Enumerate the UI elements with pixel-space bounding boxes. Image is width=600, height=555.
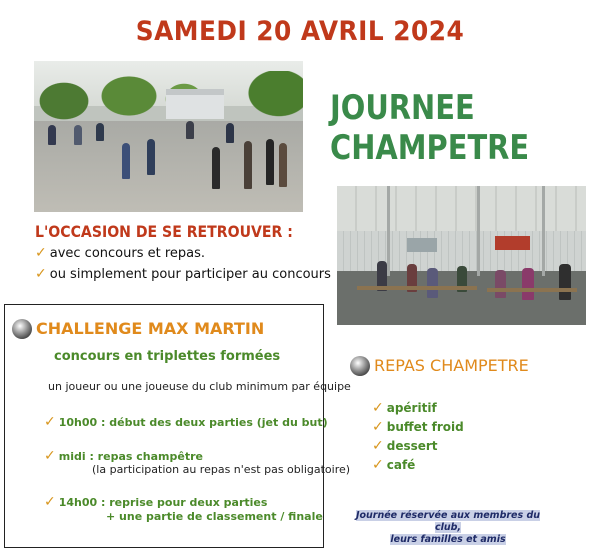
occasion-item-text: avec concours et repas. <box>49 246 206 261</box>
members-only-note <box>348 510 548 546</box>
petanque-ball-icon <box>12 319 32 339</box>
repas-title-text: REPAS CHAMPETRE <box>374 356 529 375</box>
menu-item <box>372 400 437 416</box>
members-only-line1: Journée réservée aux membres du club, <box>355 510 541 533</box>
checkmark-icon: ✓ <box>372 457 384 473</box>
occasion-title: L'OCCASION DE SE RETROUVER : <box>35 222 293 241</box>
menu-item <box>372 457 415 473</box>
menu-item-text: dessert <box>386 439 438 453</box>
occasion-item <box>35 266 331 282</box>
schedule-time: midi <box>58 450 86 463</box>
schedule-text: : repas champêtre <box>85 450 203 463</box>
event-heading-line1: JOURNEE <box>330 88 475 128</box>
schedule-time: 10h00 <box>58 416 98 429</box>
schedule-text: : reprise pour deux parties <box>97 496 268 509</box>
menu-item-text: café <box>386 458 416 472</box>
event-heading <box>330 88 551 168</box>
petanque-field-photo <box>34 61 303 212</box>
menu-item <box>372 438 438 454</box>
schedule-item <box>44 414 328 430</box>
repas-title <box>350 355 529 376</box>
challenge-title-text: CHALLENGE MAX MARTIN <box>36 319 265 338</box>
checkmark-icon: ✓ <box>44 494 56 510</box>
event-heading-line2: CHAMPETRE <box>330 128 530 168</box>
schedule-note: + une partie de classement / finale <box>106 510 323 523</box>
checkmark-icon: ✓ <box>372 438 384 454</box>
challenge-rule: un joueur ou une joueuse du club minimum par équipe <box>48 380 351 393</box>
challenge-title <box>12 318 264 339</box>
schedule-time: 14h00 <box>58 496 98 509</box>
checkmark-icon: ✓ <box>372 400 384 416</box>
event-date-title: SAMEDI 20 AVRIL 2024 <box>135 16 465 47</box>
checkmark-icon: ✓ <box>44 448 56 464</box>
checkmark-icon: ✓ <box>372 419 384 435</box>
checkmark-icon: ✓ <box>35 245 47 261</box>
schedule-note: (la participation au repas n'est pas obligatoire) <box>92 463 351 476</box>
checkmark-icon: ✓ <box>44 414 56 430</box>
occasion-item-text: ou simplement pour participer au concours <box>49 267 331 282</box>
occasion-item <box>35 245 205 261</box>
menu-item-text: buffet froid <box>386 420 464 434</box>
petanque-ball-icon <box>350 356 370 376</box>
challenge-subtitle: concours en triplettes formées <box>54 349 281 364</box>
schedule-item <box>44 494 267 510</box>
checkmark-icon: ✓ <box>35 266 47 282</box>
dining-hall-photo <box>337 186 586 325</box>
menu-item <box>372 419 464 435</box>
menu-item-text: apéritif <box>386 401 437 415</box>
schedule-text: : début des deux parties (jet du but) <box>97 416 328 429</box>
schedule-item <box>44 448 203 464</box>
members-only-line2: leurs familles et amis <box>390 534 506 545</box>
